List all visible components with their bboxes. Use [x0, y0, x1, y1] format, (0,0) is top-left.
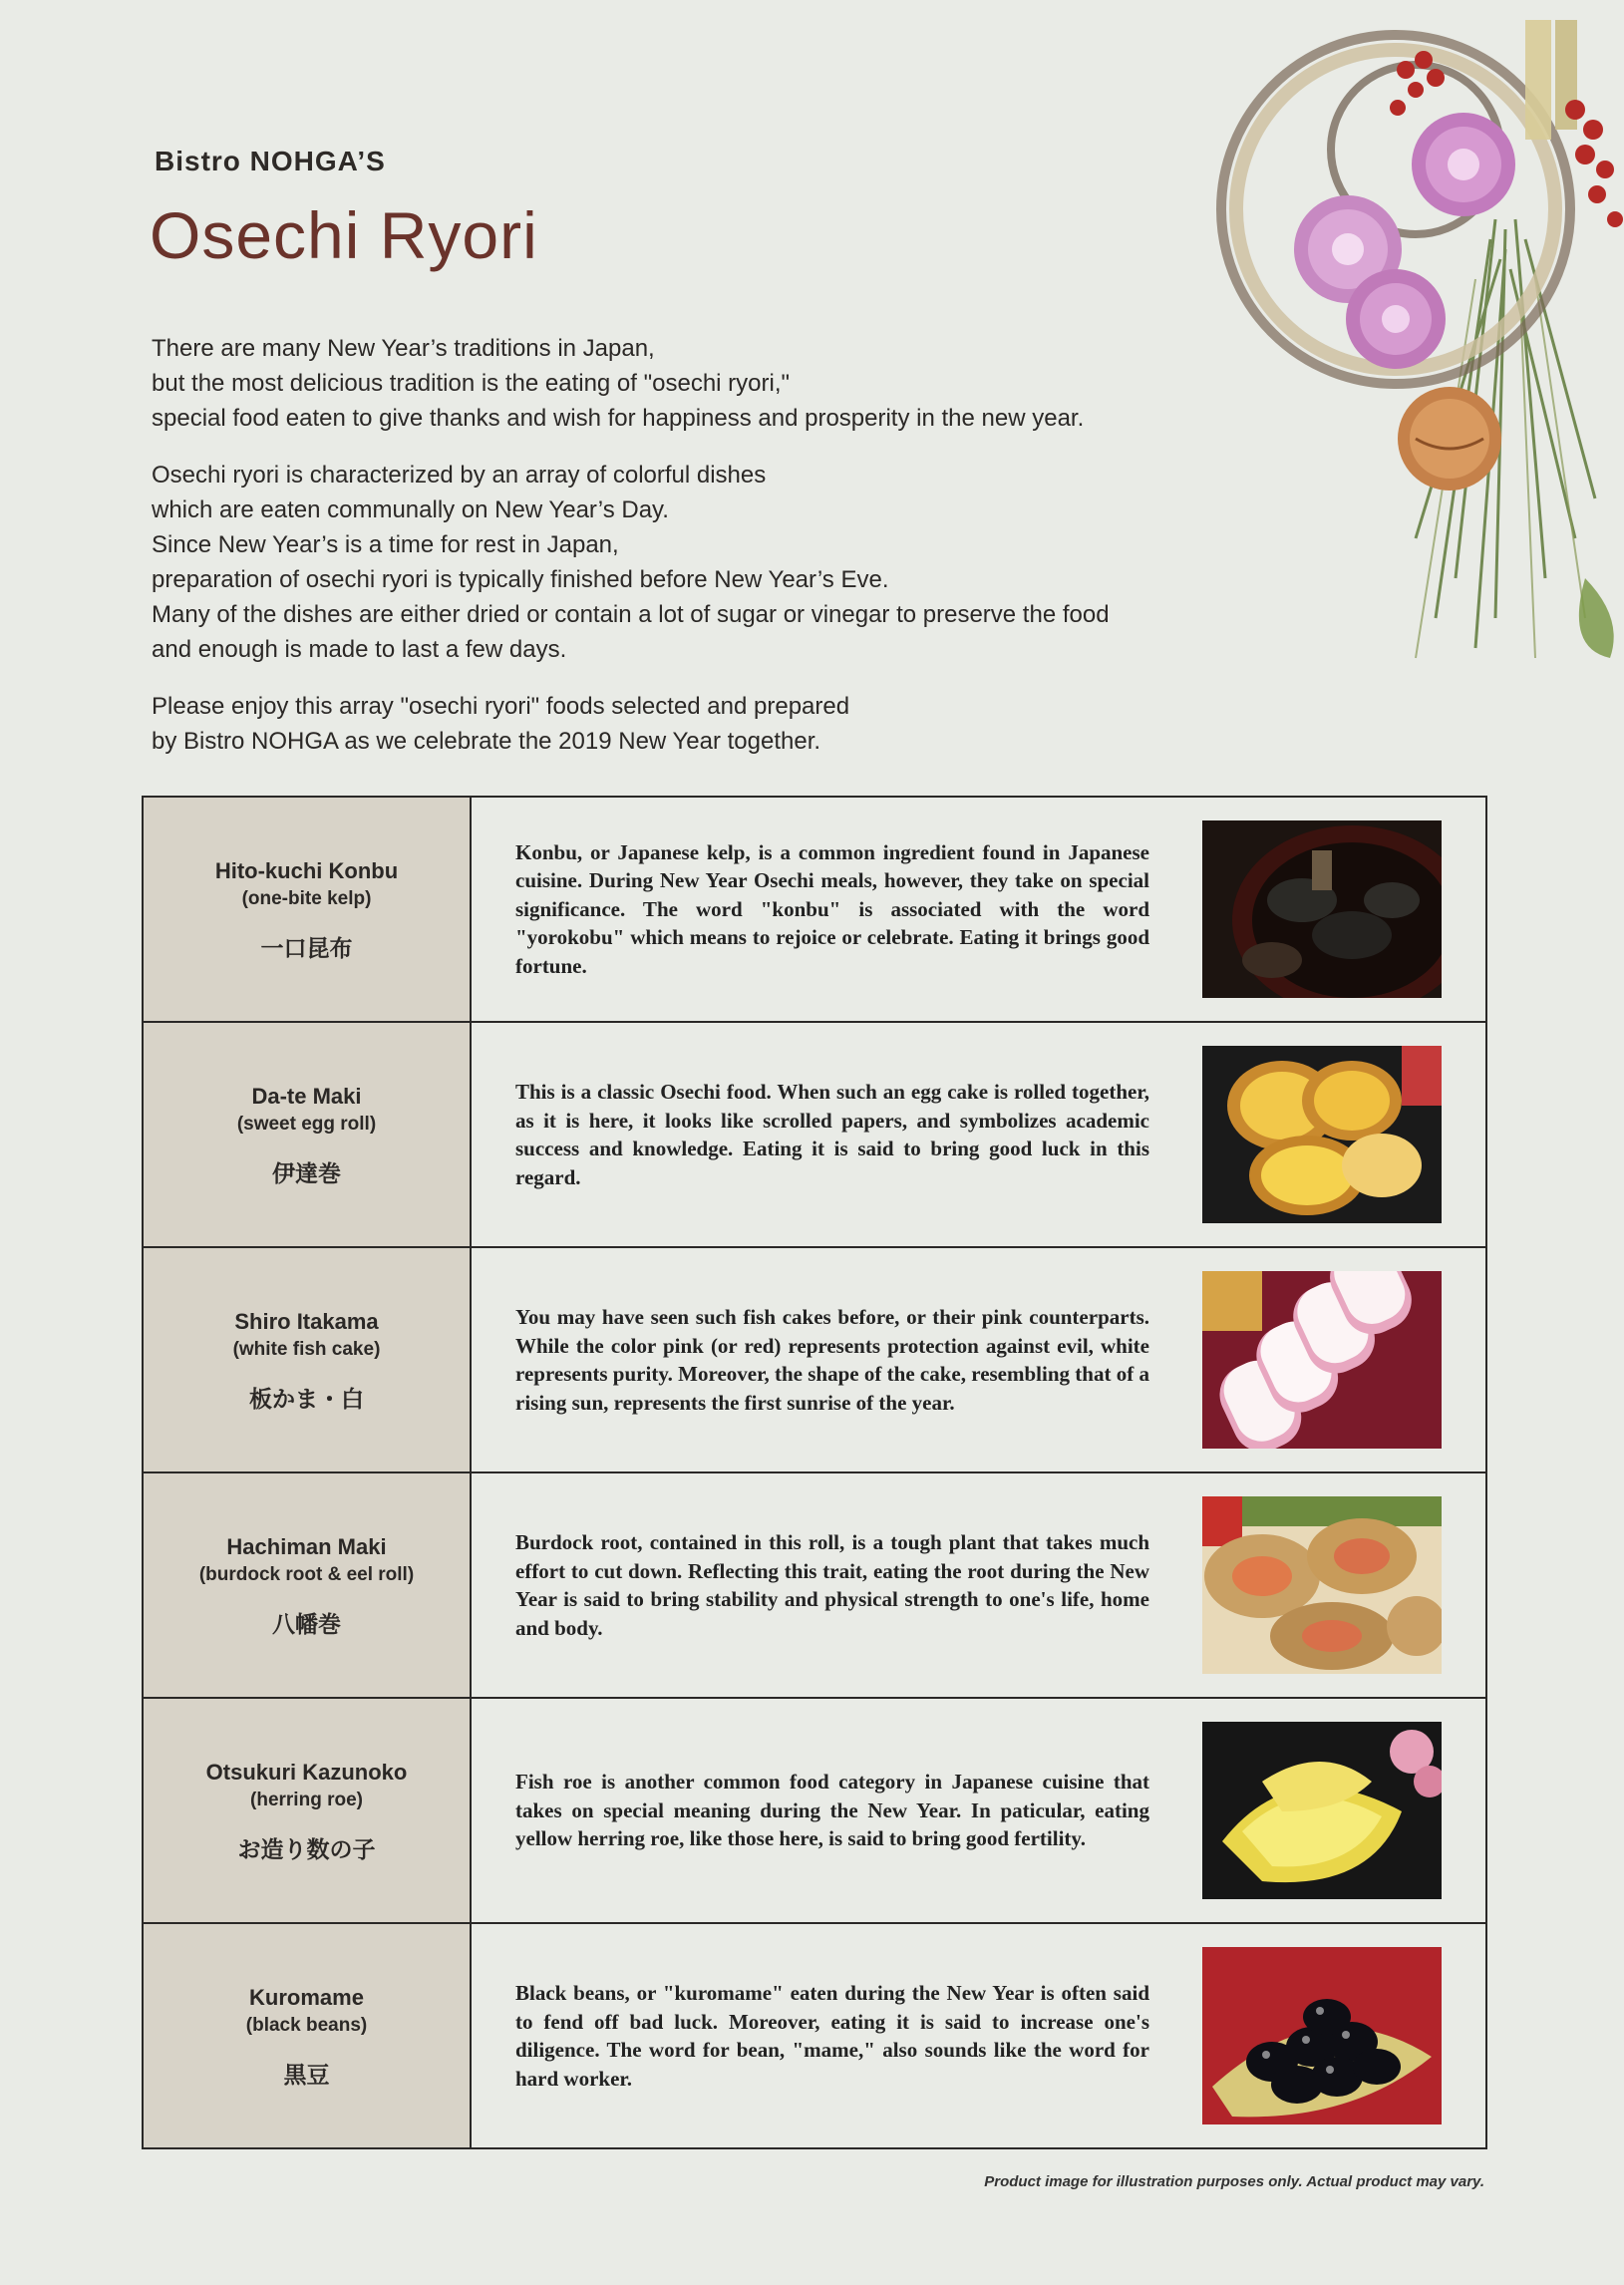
dish-name-cell: [144, 1699, 472, 1922]
konbu-photo: [1202, 820, 1442, 998]
hachiman-maki-photo: [1202, 1496, 1442, 1674]
dish-description: Fish roe is another common food category in Japanese cuisine that takes on special meaning during the New Year. In paticular, eating yellow herring roe, like those here, is said to bring good fertility.: [515, 1770, 1149, 1851]
footnote-disclaimer: Product image for illustration purposes only. Actual product may vary.: [984, 2173, 1484, 2190]
dish-description: Black beans, or "kuromame" eaten during the New Year is often said to fend off bad luck. Moreover, eating it is said to increase one's diligence. The word for bean, "mame," also sounds like the word for hard worker.: [515, 1981, 1149, 2091]
fish-cake-photo: [1202, 1271, 1442, 1449]
page-title: Osechi Ryori: [150, 198, 538, 272]
dish-name: Kuromame: [249, 1984, 364, 2010]
dish-subtitle: (herring roe): [250, 1789, 363, 1810]
dish-subtitle: (white fish cake): [232, 1338, 381, 1360]
dish-name: Shiro Itakama: [234, 1308, 379, 1334]
dish-name-cell: [144, 1473, 472, 1697]
dish-subtitle: (black beans): [245, 2014, 368, 2036]
dish-description-cell: [472, 798, 1485, 1021]
dish-description: Konbu, or Japanese kelp, is a common ingredient found in Japanese cuisine. During New Year Osechi meals, however, they take on special significance. The word "konbu" is associated with the word "yorokobu" which means to rejoice or celebrate. Eating it brings good fortune.: [515, 839, 1149, 978]
dish-row-hachiman-maki: [144, 1473, 1485, 1699]
dish-description-cell: [472, 1023, 1485, 1246]
dish-name: Otsukuri Kazunoko: [205, 1759, 408, 1785]
intro-paragraph-3: Please enjoy this array "osechi ryori" foods selected and prepared by Bistro NOHGA as we celebrate the 2019 New Year together.: [152, 693, 850, 755]
dish-japanese-name: 黒豆: [283, 2062, 330, 2089]
date-maki-photo: [1202, 1046, 1442, 1223]
dish-description-cell: [472, 1699, 1485, 1922]
dish-name: Da-te Maki: [251, 1083, 362, 1109]
dish-japanese-name: 一口昆布: [260, 935, 353, 962]
herring-roe-photo: [1202, 1722, 1442, 1899]
new-year-decoration-illustration: [1117, 20, 1624, 668]
dish-row-kuromame: [144, 1924, 1485, 2147]
dish-name-cell: [144, 1924, 472, 2147]
dish-name: Hachiman Maki: [226, 1533, 387, 1559]
dish-japanese-name: 伊達巻: [272, 1160, 341, 1187]
dish-description: This is a classic Osechi food. When such an egg cake is rolled together, as it is here, it looks like scrolled papers, and symbolizes academic success and knowledge. Eating it is said to bring good luck in this regard.: [515, 1080, 1149, 1189]
dish-description-cell: [472, 1473, 1485, 1697]
dish-description-cell: [472, 1924, 1485, 2147]
dish-row-date-maki: [144, 1023, 1485, 1248]
intro-paragraph-1: There are many New Year’s traditions in Japan, but the most delicious tradition is the eating of "osechi ryori," special food eaten to give thanks and wish for happiness and prosperity in the new year.: [152, 335, 1085, 432]
dish-japanese-name: 板かま・白: [249, 1386, 364, 1413]
dish-japanese-name: 八幡巻: [272, 1611, 341, 1638]
dish-description: Burdock root, contained in this roll, is a tough plant that takes much effort to cut down. Reflecting this trait, eating the root during the New Year is said to bring stability and physical strength to one's life, home and body.: [515, 1530, 1149, 1640]
dish-name: Hito-kuchi Konbu: [214, 857, 399, 883]
dish-subtitle: (burdock root & eel roll): [198, 1563, 415, 1585]
dish-name-cell: [144, 1023, 472, 1246]
intro-paragraph-2: Osechi ryori is characterized by an array of colorful dishes which are eaten communally on New Year’s Day. Since New Year’s is a time for rest in Japan, preparation of osechi ryori is typically finished before New Year’s Eve. Many of the dishes are either dried or contain a lot of sugar or vinegar to preserve the food and enough is made to last a few days.: [152, 462, 1110, 663]
dish-row-shiro-itakama: [144, 1248, 1485, 1473]
dish-row-kazunoko: [144, 1699, 1485, 1924]
dish-row-konbu: [144, 798, 1485, 1023]
dish-subtitle: (sweet egg roll): [236, 1113, 377, 1135]
dish-description-cell: [472, 1248, 1485, 1471]
dish-subtitle: (one-bite kelp): [241, 887, 372, 909]
dish-description: You may have seen such fish cakes before, or their pink counterparts. While the color pink (or red) represents protection against evil, white represents purity. Moreover, the shape of the cake, resembling that of a rising sun, represents the first sunrise of the year.: [515, 1305, 1149, 1415]
black-beans-photo: [1202, 1947, 1442, 2124]
brand-name: Bistro NOHGA’S: [155, 146, 386, 176]
intro-text: [152, 331, 1228, 781]
dish-japanese-name: お造り数の子: [237, 1836, 376, 1863]
dish-name-cell: [144, 1248, 472, 1471]
dish-table: [142, 796, 1487, 2149]
dish-name-cell: [144, 798, 472, 1021]
